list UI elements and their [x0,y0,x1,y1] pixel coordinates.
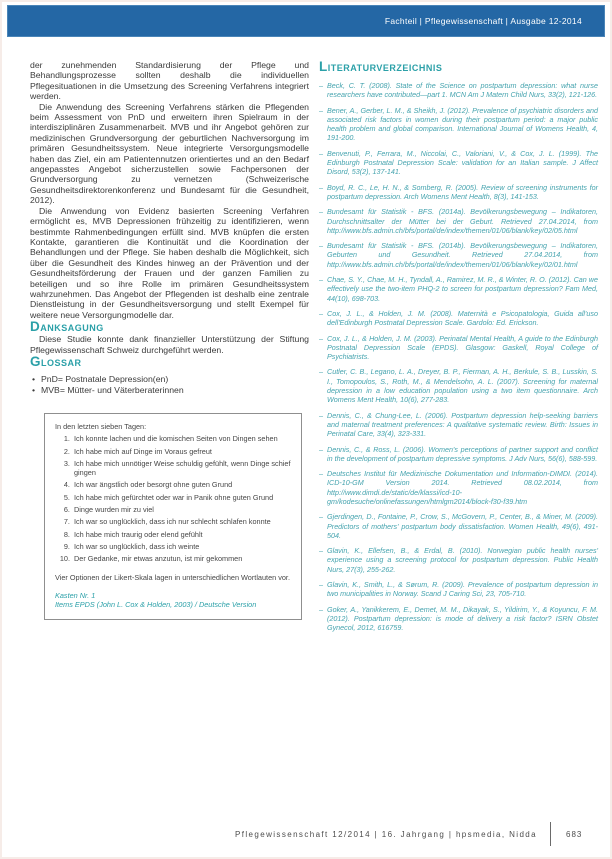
page-number: 683 [566,829,583,839]
epds-item: 2. Ich habe mich auf Dinge im Voraus gefreut [72,447,291,456]
glossar-item: • MVB= Mütter- und Väterberaterinnen [30,385,309,397]
header-bar-text: Fachteil | Pflegewissenschaft | Ausgabe 12-2014 [384,16,582,26]
section-title-danksagung: Danksagung [30,319,104,335]
epds-item: 8. Ich habe mich traurig oder elend gefühlt [72,530,291,539]
reference-entry: – Dennis, C., & Ross, L. (2006). Women's perceptions of partner support and conflict in the development of postpartum depressive symptoms. J Adv Nurs, 56(6), 588-599. [319,445,598,464]
reference-entry: – Benvenuti, P., Ferrara, M., Niccolai, C., Valoriani, V., & Cox, J. L. (1999). The Edinburgh Postnatal Depression Scale: validation for an Italian sample. J Affect Disord, 53(2), 137-141. [319,149,598,177]
epds-item: 1. Ich konnte lachen und die komischen Seiten von Dingen sehen [72,434,291,443]
reference-entry: – Bundesamt für Statistik - BFS. (2014a). Bevölkerungsbewegung – Indikatoren, Durchschnittsalter der Mütter bei der Geburt. Retrieved 27.04.2014, from http://www.bfs.admin.ch/bfs/portal/de/index/themen/01/06/blank/key/02/05.html [319,207,598,235]
epds-item: 6. Dinge wurden mir zu viel [72,505,291,514]
footer-divider [550,822,551,846]
header-bar [7,5,605,37]
page-footer [235,821,596,847]
glossar-item: • PnD= Postnatale Depression(en) [30,374,309,386]
epds-item: 7. Ich war so unglücklich, dass ich nur schlecht schlafen konnte [72,517,291,526]
reference-entry: – Cutler, C. B., Legano, L. A., Dreyer, B. P., Fierman, A. H., Berkule, S. B., Lusskin, S. I., Tomopoulos, S., Roth, M., & Mendelsohn, A. L. (2007). Screening for maternal depression in a low education population using a two item questionnaire. Arch Womens Ment Health, 10(6), 277-283. [319,367,598,404]
epds-item: 3. Ich habe mich unnötiger Weise schuldig gefühlt, wenn Dinge schief gingen [72,459,291,478]
section-title-literaturverzeichnis: Literaturverzeichnis [319,59,443,74]
epds-item: 9. Ich war so unglücklich, dass ich weinte [72,542,291,551]
epds-item: 4. Ich war ängstlich oder besorgt ohne guten Grund [72,480,291,489]
reference-entry: – Glavin, K., Smith, L., & Sørum, R. (2009). Prevalence of postpartum depression in two municipalities in Norway. Scand J Caring Sci, 23, 705-710. [319,580,598,599]
body-paragraph: der zunehmenden Standardisierung der Pflege und Behandlungsprozesse sollten deshalb die individuellen Pflegesituationen in die Umsetzung des Screening Verfahrens integriert werden. [30,60,309,102]
body-paragraph: Die Anwendung von Evidenz basierten Screening Verfahren ermöglicht es, MVB Depressionen frühzeitig zu identifizieren, wenn bestimmte Rahmenbedingungen erfüllt sind. MVB knüpfen die ersten Kontakte, garantieren die Kontinuität und die Koordination der Behandlungen und der Pflege. Sie haben deshalb die Möglichkeit, sich über die Gesundheit des Kindes hinweg an der Prävention und der Gesundheitsförderung der Frauen und der ganzen Familien zu beteiligen und so ihre Rolle im primären Gesundheitssystem wahrzunehmen. Das Angebot der Pflegenden ist deshalb eine zentrale Dienstleistung in der Gesundheitsversorgung und stellt Exempel für weitere neue Versorgungmodelle dar. [30,205,309,320]
reference-entry: – Cox, J. L., & Holden, J. M. (2003). Perinatal Mental Health, A guide to the Edinburgh Postnatal Depression Scale (EPDS). Glasgow: Gaskell, Royal College of Psychiatrists. [319,334,598,362]
epds-box-caption [55,591,291,610]
reference-entry: – Chae, S. Y., Chae, M. H., Tyndall, A., Ramirez, M. R., & Winter, R. O. (2012). Can we effectively use the two-item PHQ-2 to screen for postpartum depression? Fam Med, 44(10), 698-703. [319,275,598,303]
reference-list [319,81,598,633]
body-paragraph: Die Anwendung des Screening Verfahrens stärken die Pflegenden beim Assessment von PnD und erweitern ihren Spielraum in der interdisziplinären Zusammenarbeit. MVB und ihr Angebot gehören zur medizinischen Grundversorgung der geburtlichen Nachversorgung im primären Gesundheitssystem. Neue integrierte Versorgungsmodelle haben das Ziel, ein am Patientennutzen orientiertes und an den Bedarf angepasstes Angebot sicherzustellen sowie Fachpersonen der Grundversorgung zu vernetzen (Schweizerische Gesundheitsdirektorenkonferenz und Bundesamt für die Gesundheit, 2012). [30,101,309,206]
epds-box-note: Vier Optionen der Likert-Skala lagen in unterschiedlichen Wortlauten vor. [55,572,290,582]
box-caption-number: Kasten Nr. 1 [55,590,96,600]
left-column [30,60,309,639]
reference-entry: – Boyd, R. C., Le, H. N., & Somberg, R. (2005). Review of screening instruments for postpartum depression. Arch Womens Ment Health, 8(3), 141-153. [319,183,598,202]
section-title-glossar: Glossar [30,353,82,369]
reference-entry: – Bundesamt für Statistik - BFS. (2014b). Bevölkerungsbewegung – Indikatoren, Geburten und Gesundheit. Retrieved 27.04.2014, from http://www.bfs.admin.ch/bfs/portal/de/index/themen/01/06/blank/key/02/01.html [319,241,598,269]
reference-entry: – Goker, A., Yanikkerem, E., Demet, M. M., Dikayak, S., Yildirim, Y., & Koyuncu, F. M. (2012). Postpartum depression: is mode of delivery a risk factor? ISRN Obstet Gynecol, 2012, 616759. [319,605,598,633]
glossar-list [30,374,309,397]
epds-item: 5. Ich habe mich gefürchtet oder war in Panik ohne guten Grund [72,493,291,502]
reference-entry: – Beck, C. T. (2008). State of the Science on postpartum depression: what nurse researchers have contributed—part 1. MCN Am J Matern Child Nurs, 33(2), 121-126. [319,81,598,100]
reference-entry: – Deutsches Institut für Medizinische Dokumentation und Information-DIMDI. (2014). ICD-10-GM Version 2014. Retrieved 08.02.2014, from http://www.dimdi.de/static/de/klassi/icd-10-gm/kodesuche/onlinefassungen/htmlgm2014/block-f30-f39.htm [319,469,598,506]
reference-entry: – Glavin, K., Ellefsen, B., & Erdal, B. (2010). Norwegian public health nurses' experience using a screening protocol for postpartum depression. Public Health Nurs, 27(3), 255-262. [319,546,598,574]
reference-entry: – Dennis, C., & Chung-Lee, L. (2006). Postpartum depression help-seeking barriers and maternal treatment preferences: A qualitative systematic review. Birth: Issues in Perinatal Care, 33(4), 323-331. [319,411,598,439]
epds-box-intro: In den letzten sieben Tagen: [55,421,147,431]
reference-entry: – Gjerdingen, D., Fontaine, P., Crow, S., McGovern, P., Center, B., & Miner, M. (2009). Predictors of mothers' postpartum body dissatisfaction. Women Health, 49(6), 491-504. [319,512,598,540]
danksagung-paragraph: Diese Studie konnte dank finanzieller Unterstützung der Stiftung Pflegewissenschaft Schweiz durchgeführt werden. [30,334,309,355]
page-content [30,60,598,639]
footer-journal-line: Pflegewissenschaft 12/2014 | 16. Jahrgang | hpsmedia, Nidda [234,829,537,839]
right-column [319,60,598,639]
epds-item: 10. Der Gedanke, mir etwas anzutun, ist mir gekommen [72,554,291,563]
reference-entry: – Cox, J. L., & Holden, J. M. (2008). Maternità e Psicopatologia, Guida all'uso dell'Edinburgh Postnatal Depression Scale. Gardolo: Ed. Erickson. [319,309,598,328]
epds-item-list [55,434,291,563]
reference-entry: – Bener, A., Gerber, L. M., & Sheikh, J. (2012). Prevalence of psychiatric disorders and associated risk factors in women during their postpartum period: a major public health problem and global comparison. International Journal of Womens Health, 4, 191-200. [319,106,598,143]
box-caption-source: Items EPDS (John L. Cox & Holden, 2003) / Deutsche Version [55,600,257,610]
epds-item-box [44,413,302,620]
